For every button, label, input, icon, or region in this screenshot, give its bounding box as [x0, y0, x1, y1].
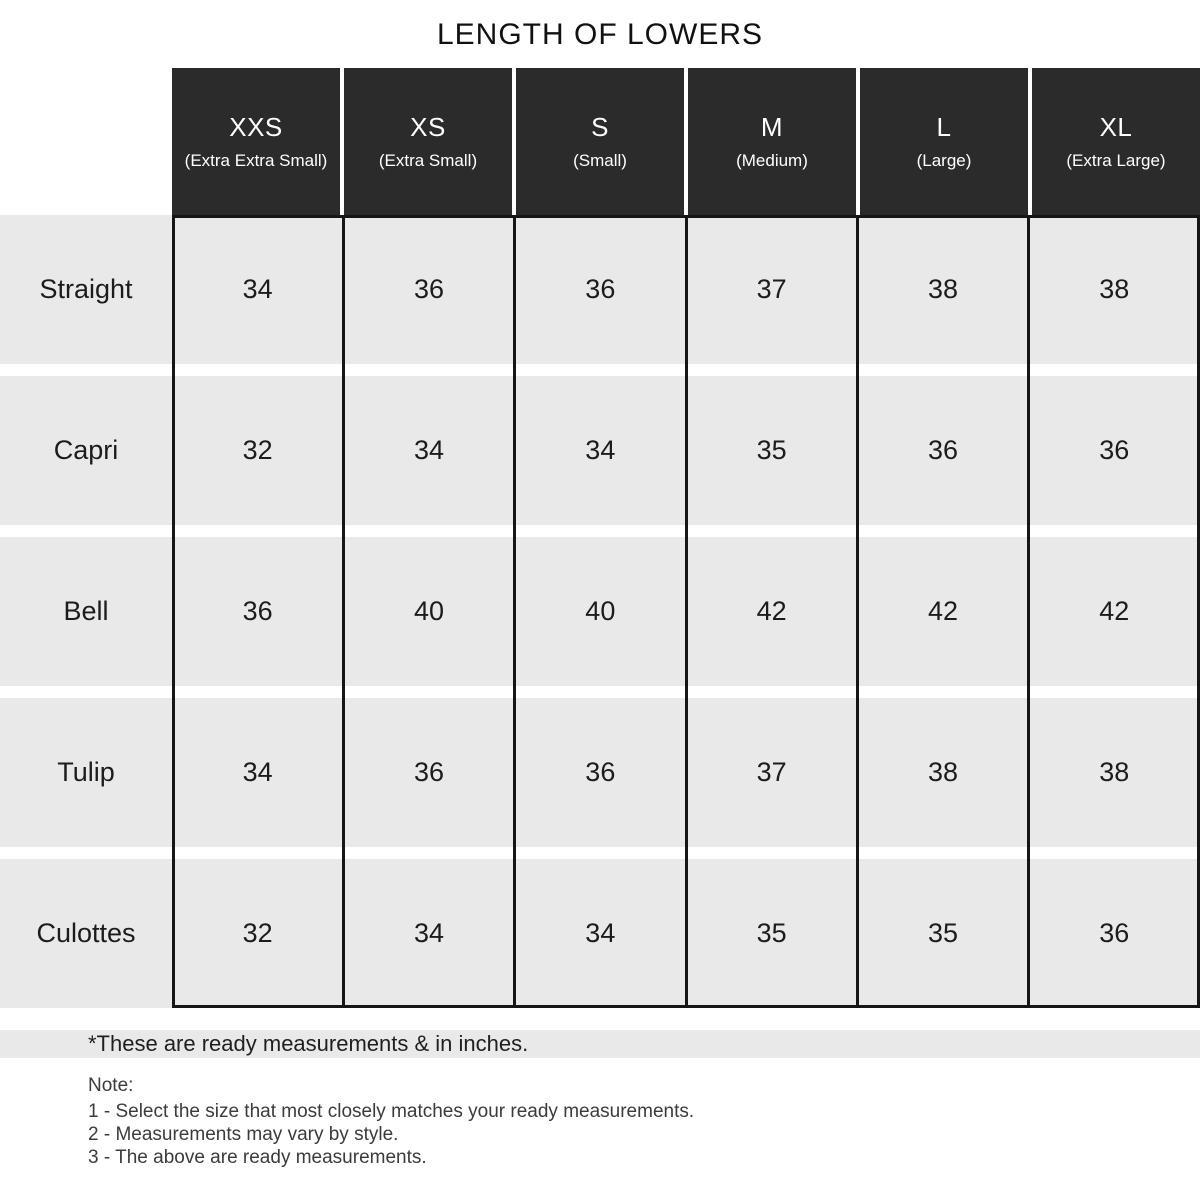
size-abbr: XXS: [229, 112, 283, 142]
measurement-cell: 34: [515, 859, 686, 1008]
row-label: Capri: [0, 376, 172, 525]
page-title: LENGTH OF LOWERS: [436, 18, 764, 51]
column-header-xxs: [172, 68, 340, 215]
measurement-cell: 37: [686, 698, 857, 847]
table-body: [0, 215, 1200, 1008]
measurement-cell: 36: [343, 215, 514, 364]
row-label: Straight: [0, 215, 172, 364]
column-header-l: [860, 68, 1028, 215]
row-cells: [172, 215, 1200, 364]
measurement-cell: 42: [686, 537, 857, 686]
measurement-cell: 36: [515, 215, 686, 364]
row-label: Bell: [0, 537, 172, 686]
table-row: [0, 376, 1200, 525]
measurement-cell: 36: [343, 698, 514, 847]
row-label: Culottes: [0, 859, 172, 1008]
size-abbr: M: [760, 112, 784, 142]
note-line: 1 - Select the size that most closely matches your ready measurements.: [88, 1101, 695, 1122]
size-abbr: XL: [1099, 112, 1133, 142]
measurement-cell: 34: [343, 376, 514, 525]
measurement-cell: 42: [857, 537, 1028, 686]
measurement-cell: 35: [686, 859, 857, 1008]
measurement-cell: 32: [172, 376, 343, 525]
notes-heading: Note:: [88, 1075, 134, 1096]
row-cells: [172, 537, 1200, 686]
column-header-xs: [344, 68, 512, 215]
measurement-cell: 34: [343, 859, 514, 1008]
table-row: [0, 537, 1200, 686]
measurement-cell: 38: [1029, 215, 1200, 364]
header-spacer: [0, 68, 172, 215]
header-cells: [172, 68, 1200, 215]
footnote-text: *These are ready measurements & in inches.: [88, 1031, 529, 1056]
column-header-m: [688, 68, 856, 215]
table-body-rows: [0, 215, 1200, 1008]
measurement-cell: 34: [172, 215, 343, 364]
note-line: 3 - The above are ready measurements.: [88, 1147, 427, 1168]
row-cells: [172, 698, 1200, 847]
size-abbr: L: [936, 112, 952, 142]
measurement-cell: 34: [172, 698, 343, 847]
measurement-cell: 42: [1029, 537, 1200, 686]
column-header-xl: [1032, 68, 1200, 215]
row-label: Tulip: [0, 698, 172, 847]
size-full-label: (Extra Large): [1066, 151, 1166, 170]
column-header-s: [516, 68, 684, 215]
table-header-row: [0, 68, 1200, 215]
measurement-cell: 35: [686, 376, 857, 525]
measurement-cell: 38: [857, 698, 1028, 847]
measurement-cell: 35: [857, 859, 1028, 1008]
table-row: [0, 215, 1200, 364]
measurement-cell: 36: [515, 698, 686, 847]
measurement-cell: 36: [857, 376, 1028, 525]
measurement-cell: 36: [1029, 859, 1200, 1008]
size-full-label: (Extra Extra Small): [184, 151, 328, 170]
size-abbr: S: [591, 112, 609, 142]
table-row: [0, 698, 1200, 847]
notes-list: [88, 1100, 1200, 1169]
notes-section: [0, 1074, 1200, 1169]
measurement-cell: 34: [515, 376, 686, 525]
measurement-cell: 32: [172, 859, 343, 1008]
note-line: 2 - Measurements may vary by style.: [88, 1124, 399, 1145]
size-full-label: (Medium): [736, 151, 808, 170]
footnote-band: [0, 1030, 1200, 1058]
size-full-label: (Large): [916, 151, 972, 170]
size-abbr: XS: [410, 112, 446, 142]
measurement-cell: 37: [686, 215, 857, 364]
measurement-cell: 40: [343, 537, 514, 686]
size-full-label: (Small): [573, 151, 627, 170]
measurement-cell: 38: [1029, 698, 1200, 847]
size-full-label: (Extra Small): [378, 151, 478, 170]
row-cells: [172, 859, 1200, 1008]
measurement-cell: 38: [857, 215, 1028, 364]
measurement-cell: 40: [515, 537, 686, 686]
measurement-cell: 36: [172, 537, 343, 686]
row-cells: [172, 376, 1200, 525]
measurement-cell: 36: [1029, 376, 1200, 525]
table-row: [0, 859, 1200, 1008]
